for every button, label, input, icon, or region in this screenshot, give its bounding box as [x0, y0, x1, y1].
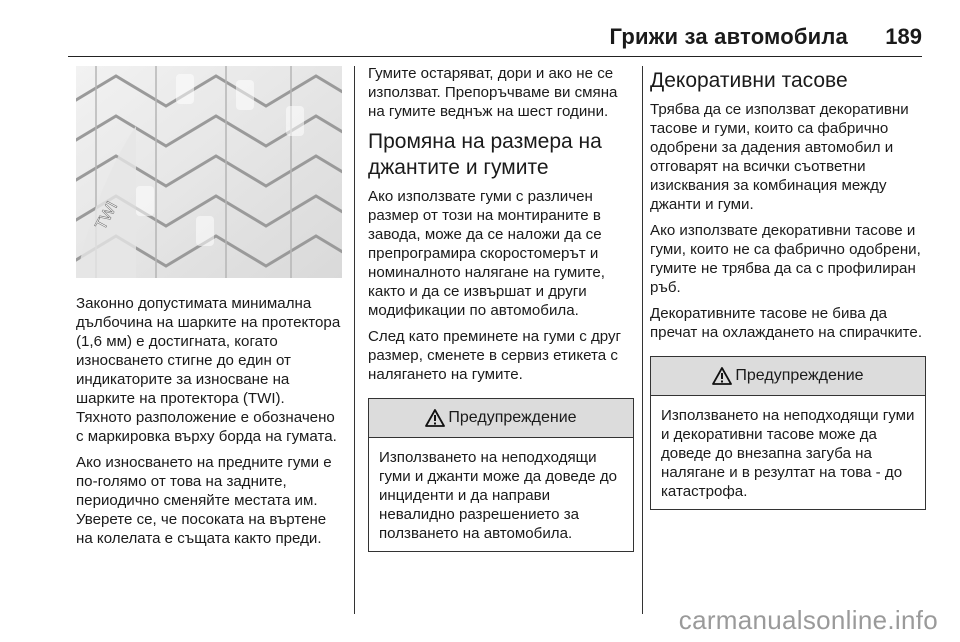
paragraph: Ако износването на предните гуми е по-голямо от това на задните, периодично сменяйте местата им. Уверете се, че посоката на въртене на колелата е същата както преди.	[76, 454, 332, 547]
warning-box	[368, 398, 634, 552]
warning-body	[369, 438, 633, 551]
chapter-title: Грижи за автомобила	[609, 24, 848, 49]
section-heading: Промяна на размера на джантите и гумите	[368, 130, 602, 179]
column-left	[76, 66, 342, 555]
section-heading: Декоративни тасове	[650, 69, 848, 92]
paragraph: Законно допустимата минимална дълбочина на шарките на протектора (1,6 мм) е достигната, когато износването стигне до един от индикаторите за износване на шарките на протектора (TWI). Тяхното разположение е обозначено с маркировка върху борда на гумата.	[76, 295, 341, 445]
tire-tread-icon	[76, 66, 342, 278]
paragraph: Декоративните тасове не бива да пречат на охлаждането на спирачките.	[650, 305, 923, 341]
paragraph: Трябва да се използват декоративни тасове и гуми, които са фабрично одобрени за дадения автомобил и отговарят на всички съответни изисквания за комбинация между джанти и гуми.	[650, 101, 909, 213]
twi-label: TWI	[92, 199, 122, 233]
warning-triangle-icon	[712, 367, 732, 385]
watermark: carmanualsonline.info	[678, 605, 938, 635]
warning-header	[369, 399, 633, 438]
column-divider	[642, 66, 643, 614]
header-rule	[68, 56, 922, 57]
warning-triangle-icon	[425, 409, 445, 427]
warning-header	[651, 357, 925, 396]
column-right	[650, 64, 926, 510]
paragraph: Ако използвате декоративни тасове и гуми, които не са фабрично одобрени, гумите не трябва да са с профилиран ръб.	[650, 222, 921, 296]
paragraph: Гумите остаряват, дори и ако не се използват. Препоръчваме ви смяна на гумите веднъж на шест години.	[368, 65, 618, 120]
column-divider	[354, 66, 355, 614]
page-header	[0, 0, 960, 56]
warning-title: Предупреждение	[448, 409, 577, 426]
warning-title: Предупреждение	[735, 367, 864, 384]
paragraph: След като преминете на гуми с друг размер, сменете в сервиз етикета с налягането на гумите.	[368, 328, 622, 383]
page-number: 189	[885, 24, 922, 49]
warning-text: Използването на неподходящи гуми и декоративни тасове може да доведе до внезапна загуба на налягане и в резултат на това - до катастрофа.	[661, 407, 915, 500]
paragraph: Ако използвате гуми с различен размер от този на монтираните в завода, може да се наложи да се препрограмира скоростомерът и номиналното налягане на гумите, както и да се извършат и други модификации по автомобила.	[368, 188, 605, 319]
tire-tread-illustration	[76, 66, 342, 278]
warning-body	[651, 396, 925, 509]
warning-text: Използването на неподходящи гуми и джанти може да доведе до инциденти и да направи невалидно разрешението за ползването на автомобила.	[379, 449, 618, 542]
warning-box	[650, 356, 926, 510]
column-middle	[368, 64, 634, 552]
